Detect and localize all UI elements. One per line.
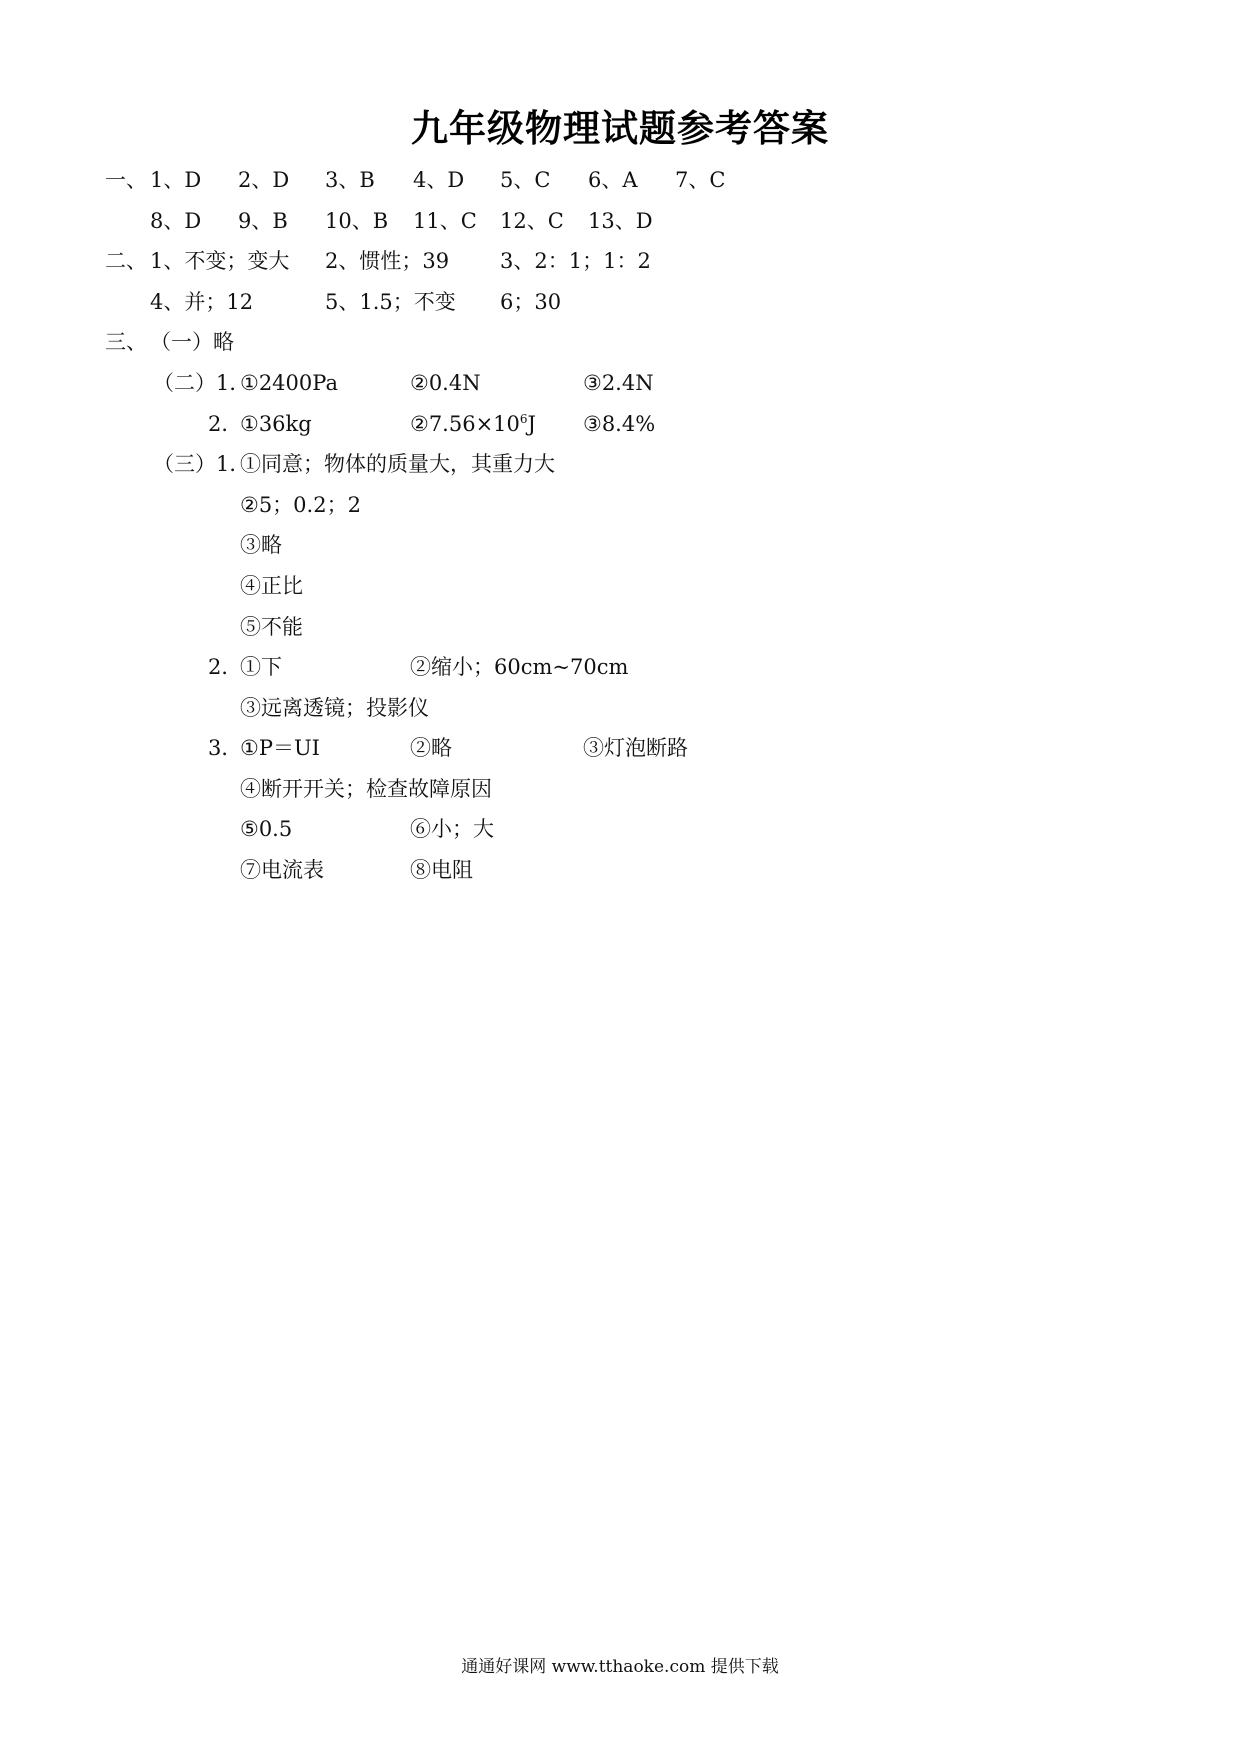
answer-item: ③远离透镜；投影仪: [240, 696, 429, 720]
answer-item: ⑧电阻: [410, 858, 473, 882]
answer-item: ⑤不能: [240, 615, 303, 639]
answer-item: ③2.4N: [583, 371, 654, 395]
section3-part3-q1-3: [0, 530, 1240, 560]
answer-item: 13、D: [588, 209, 653, 233]
section1-row2: [0, 206, 1240, 236]
answer-item: 6、A: [588, 168, 638, 192]
answer-item: ①2400Pa: [240, 371, 338, 395]
answer-item: 10、B: [325, 209, 389, 233]
exponent: 6: [519, 412, 528, 426]
section3-prefix: 三、: [105, 330, 147, 354]
section3-part3-q2-1: [0, 652, 1240, 682]
answer-item: 3、2：1；1：2: [500, 249, 651, 273]
answer-item: 9、B: [238, 209, 288, 233]
section3-row-part1: [0, 327, 1240, 357]
answer-item: ②5；0.2；2: [240, 493, 361, 517]
answer-item: 4、并；12: [150, 290, 254, 314]
answer-item: 5、C: [500, 168, 551, 192]
answer-item: ①同意；物体的质量大，其重力大: [240, 452, 555, 476]
answer-item: ③灯泡断路: [583, 736, 688, 760]
section2-row1: [0, 246, 1240, 276]
section3-part3-q1-4: [0, 571, 1240, 601]
answer-item: ①P＝UI: [240, 736, 320, 760]
answer-item: 2、D: [238, 168, 290, 192]
section3-part3-q1-1: [0, 449, 1240, 479]
answer-item: ⑥小；大: [410, 817, 494, 841]
answer-item: 2、惯性；39: [325, 249, 450, 273]
section3-part3-q3-4: [0, 855, 1240, 885]
answer-item: ③略: [240, 533, 282, 557]
section3-part3-q3-1: [0, 733, 1240, 763]
question-label: 3．: [208, 736, 243, 760]
answer-item: ③8.4%: [583, 412, 656, 436]
answer-item: 12、C: [500, 209, 564, 233]
section1-row1: [0, 165, 1240, 195]
answer-item: 7、C: [675, 168, 726, 192]
answer-item: 1、D: [150, 168, 202, 192]
section2-prefix: 二、: [105, 249, 147, 273]
section3-part2-q2: [0, 409, 1240, 439]
answer-item: ⑦电流表: [240, 858, 324, 882]
exponent-unit: J: [527, 412, 536, 436]
section3-part2-q1: [0, 368, 1240, 398]
question-label: 2．: [208, 655, 243, 679]
answer-item: ②略: [410, 736, 452, 760]
answer-item: 8、D: [150, 209, 202, 233]
answer-item: 1、不变；变大: [150, 249, 290, 273]
answer-item: 3、B: [325, 168, 375, 192]
section3-part3-q3-2: [0, 774, 1240, 804]
page-title: 九年级物理试题参考答案: [411, 107, 829, 150]
section3-part3-q1-2: [0, 490, 1240, 520]
section3-part3-q2-2: [0, 693, 1240, 723]
section2-row2: [0, 287, 1240, 317]
question-label: （三）1．: [153, 452, 251, 476]
answer-item: ④断开开关；检查故障原因: [240, 777, 492, 801]
answer-item: 4、D: [413, 168, 465, 192]
page-footer: 通通好课网 www.tthaoke.com 提供下载: [461, 1657, 779, 1677]
section1-prefix: 一、: [105, 168, 147, 192]
exponent-base: ②7.56×10: [410, 412, 520, 436]
answer-item: （一）略: [150, 330, 234, 354]
question-label: 2．: [208, 412, 243, 436]
question-label: （二）1．: [153, 371, 251, 395]
answer-item: ②缩小；60cm~70cm: [410, 655, 629, 679]
answer-item: ②0.4N: [410, 371, 481, 395]
answer-item: ①36kg: [240, 412, 312, 436]
answer-item-exponent: [410, 409, 536, 439]
answer-item: ⑤0.5: [240, 817, 293, 841]
section3-part3-q3-3: [0, 814, 1240, 844]
answer-item: 11、C: [413, 209, 477, 233]
answer-item: 5、1.5；不变: [325, 290, 456, 314]
answer-item: ④正比: [240, 574, 303, 598]
answer-item: ①下: [240, 655, 282, 679]
section3-part3-q1-5: [0, 612, 1240, 642]
answer-item: 6；30: [500, 290, 562, 314]
